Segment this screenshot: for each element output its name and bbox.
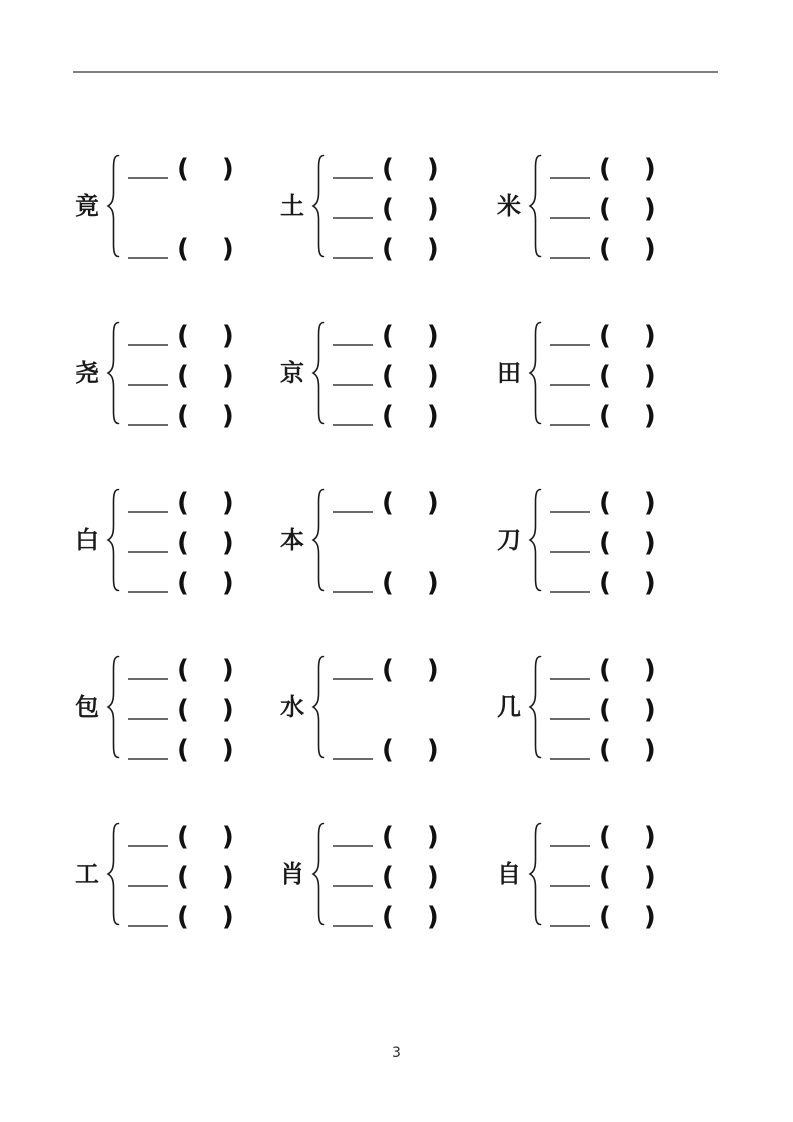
close-paren: ) — [643, 234, 656, 264]
curly-brace-icon — [311, 321, 325, 425]
close-paren: ) — [221, 822, 234, 852]
answer-slot — [333, 816, 439, 852]
word-blank-line — [333, 209, 373, 219]
close-paren: ) — [643, 488, 656, 518]
close-paren: ) — [643, 321, 656, 351]
curly-brace-icon — [528, 488, 542, 592]
answer-slots — [128, 816, 234, 932]
word-blank-line — [550, 837, 590, 847]
open-paren: ( — [177, 735, 189, 765]
answer-slots — [550, 816, 656, 932]
answer-slots — [128, 649, 234, 765]
answer-slot — [128, 395, 234, 431]
word-blank-line — [128, 750, 168, 760]
header-divider-rule — [73, 71, 718, 73]
answer-slot — [333, 649, 439, 685]
word-blank-line — [128, 169, 168, 179]
open-paren: ( — [599, 488, 611, 518]
word-group — [497, 479, 718, 601]
word-group — [497, 646, 718, 768]
close-paren: ) — [643, 401, 656, 431]
close-paren: ) — [426, 234, 439, 264]
close-paren: ) — [643, 735, 656, 765]
answer-slots — [333, 482, 439, 598]
curly-brace-icon — [106, 321, 120, 425]
answer-slots — [550, 482, 656, 598]
answer-slot — [550, 729, 656, 765]
close-paren: ) — [426, 862, 439, 892]
answer-slot — [550, 689, 656, 725]
close-paren: ) — [221, 735, 234, 765]
close-paren: ) — [426, 902, 439, 932]
base-character: 包 — [75, 693, 99, 721]
word-blank-line — [550, 249, 590, 259]
answer-slot — [128, 522, 234, 558]
word-blank-line — [333, 249, 373, 259]
word-blank-line — [550, 917, 590, 927]
answer-slot — [550, 188, 656, 224]
close-paren: ) — [426, 321, 439, 351]
close-paren: ) — [426, 568, 439, 598]
word-blank-line — [550, 710, 590, 720]
word-group — [75, 813, 280, 935]
answer-slots — [333, 649, 439, 765]
word-group — [280, 479, 497, 601]
close-paren: ) — [426, 655, 439, 685]
base-character: 本 — [280, 526, 304, 554]
curly-brace-icon — [106, 655, 120, 759]
answer-slot — [550, 228, 656, 264]
curly-brace-icon — [528, 822, 542, 926]
word-group — [75, 479, 280, 601]
exercise-grid — [75, 145, 718, 980]
word-blank-line — [333, 416, 373, 426]
open-paren: ( — [599, 822, 611, 852]
word-blank-line — [128, 710, 168, 720]
open-paren: ( — [382, 234, 394, 264]
close-paren: ) — [643, 194, 656, 224]
curly-brace-icon — [311, 154, 325, 258]
open-paren: ( — [177, 822, 189, 852]
close-paren: ) — [221, 234, 234, 264]
word-blank-line — [550, 209, 590, 219]
word-group — [280, 312, 497, 434]
close-paren: ) — [426, 488, 439, 518]
open-paren: ( — [382, 568, 394, 598]
open-paren: ( — [599, 655, 611, 685]
close-paren: ) — [221, 528, 234, 558]
open-paren: ( — [177, 695, 189, 725]
close-paren: ) — [426, 361, 439, 391]
word-blank-line — [550, 376, 590, 386]
word-blank-line — [128, 376, 168, 386]
answer-slot — [128, 482, 234, 518]
open-paren: ( — [177, 568, 189, 598]
base-character: 尧 — [75, 359, 99, 387]
open-paren: ( — [382, 321, 394, 351]
close-paren: ) — [643, 568, 656, 598]
word-blank-line — [128, 249, 168, 259]
word-blank-line — [550, 503, 590, 513]
answer-slots — [128, 482, 234, 598]
curly-brace-icon — [311, 655, 325, 759]
open-paren: ( — [382, 735, 394, 765]
answer-slot — [128, 315, 234, 351]
answer-slot — [128, 649, 234, 685]
open-paren: ( — [177, 902, 189, 932]
close-paren: ) — [643, 528, 656, 558]
answer-slot — [333, 562, 439, 598]
open-paren: ( — [382, 194, 394, 224]
page-number: 3 — [392, 1045, 401, 1061]
answer-slot — [128, 896, 234, 932]
close-paren: ) — [221, 321, 234, 351]
answer-slot — [128, 228, 234, 264]
curly-brace-icon — [311, 488, 325, 592]
base-character: 土 — [280, 192, 304, 220]
open-paren: ( — [599, 902, 611, 932]
answer-slots — [333, 315, 439, 431]
answer-slot — [128, 148, 234, 184]
close-paren: ) — [221, 361, 234, 391]
open-paren: ( — [599, 154, 611, 184]
word-group — [497, 145, 718, 267]
close-paren: ) — [221, 401, 234, 431]
open-paren: ( — [177, 361, 189, 391]
answer-slot — [333, 856, 439, 892]
word-group — [75, 312, 280, 434]
word-blank-line — [550, 877, 590, 887]
answer-slot — [128, 856, 234, 892]
word-blank-line — [333, 877, 373, 887]
open-paren: ( — [599, 234, 611, 264]
open-paren: ( — [599, 321, 611, 351]
word-blank-line — [333, 169, 373, 179]
word-group — [75, 646, 280, 768]
open-paren: ( — [382, 401, 394, 431]
base-character: 米 — [497, 192, 521, 220]
word-blank-line — [550, 583, 590, 593]
open-paren: ( — [382, 655, 394, 685]
answer-slots — [550, 315, 656, 431]
answer-slot — [128, 816, 234, 852]
answer-slots — [333, 148, 439, 264]
base-character: 刀 — [497, 526, 521, 554]
word-blank-line — [550, 169, 590, 179]
curly-brace-icon — [106, 488, 120, 592]
base-character: 白 — [75, 526, 99, 554]
close-paren: ) — [643, 862, 656, 892]
curly-brace-icon — [106, 822, 120, 926]
base-character: 京 — [280, 359, 304, 387]
close-paren: ) — [643, 361, 656, 391]
base-character: 田 — [497, 359, 521, 387]
close-paren: ) — [426, 735, 439, 765]
answer-slot — [333, 482, 439, 518]
answer-slot — [550, 148, 656, 184]
answer-slot — [550, 355, 656, 391]
base-character: 竟 — [75, 192, 99, 220]
open-paren: ( — [382, 154, 394, 184]
word-blank-line — [333, 583, 373, 593]
answer-slot — [550, 522, 656, 558]
answer-slot — [333, 188, 439, 224]
open-paren: ( — [382, 361, 394, 391]
answer-slot — [550, 856, 656, 892]
word-blank-line — [333, 503, 373, 513]
word-blank-line — [128, 917, 168, 927]
word-group — [75, 145, 280, 267]
word-blank-line — [550, 416, 590, 426]
base-character: 几 — [497, 693, 521, 721]
word-blank-line — [128, 877, 168, 887]
close-paren: ) — [221, 862, 234, 892]
close-paren: ) — [643, 655, 656, 685]
close-paren: ) — [221, 154, 234, 184]
curly-brace-icon — [528, 321, 542, 425]
word-blank-line — [550, 750, 590, 760]
base-character: 工 — [75, 860, 99, 888]
word-blank-line — [550, 336, 590, 346]
word-blank-line — [333, 837, 373, 847]
word-group — [280, 145, 497, 267]
answer-slots — [333, 816, 439, 932]
answer-slot — [550, 482, 656, 518]
open-paren: ( — [599, 401, 611, 431]
open-paren: ( — [599, 528, 611, 558]
close-paren: ) — [426, 822, 439, 852]
close-paren: ) — [221, 488, 234, 518]
word-blank-line — [128, 583, 168, 593]
close-paren: ) — [643, 902, 656, 932]
answer-slot — [128, 355, 234, 391]
answer-slot — [550, 562, 656, 598]
answer-slot — [550, 649, 656, 685]
answer-slot — [128, 689, 234, 725]
answer-slot — [333, 315, 439, 351]
open-paren: ( — [599, 361, 611, 391]
open-paren: ( — [599, 695, 611, 725]
close-paren: ) — [643, 822, 656, 852]
answer-slot — [550, 896, 656, 932]
base-character: 水 — [280, 693, 304, 721]
word-blank-line — [333, 670, 373, 680]
word-blank-line — [128, 336, 168, 346]
close-paren: ) — [643, 154, 656, 184]
open-paren: ( — [599, 194, 611, 224]
curly-brace-icon — [528, 655, 542, 759]
word-group — [280, 813, 497, 935]
open-paren: ( — [382, 488, 394, 518]
open-paren: ( — [599, 862, 611, 892]
close-paren: ) — [643, 695, 656, 725]
word-blank-line — [333, 917, 373, 927]
open-paren: ( — [382, 862, 394, 892]
answer-slot — [550, 315, 656, 351]
answer-slot — [550, 816, 656, 852]
answer-slot — [333, 228, 439, 264]
answer-slot — [333, 729, 439, 765]
word-blank-line — [128, 670, 168, 680]
close-paren: ) — [221, 695, 234, 725]
close-paren: ) — [426, 154, 439, 184]
curly-brace-icon — [106, 154, 120, 258]
word-blank-line — [333, 750, 373, 760]
answer-slot — [128, 562, 234, 598]
close-paren: ) — [221, 902, 234, 932]
word-blank-line — [550, 543, 590, 553]
open-paren: ( — [177, 321, 189, 351]
answer-slots — [128, 148, 234, 264]
open-paren: ( — [177, 401, 189, 431]
close-paren: ) — [426, 194, 439, 224]
answer-slot — [333, 148, 439, 184]
answer-slots — [550, 649, 656, 765]
open-paren: ( — [177, 234, 189, 264]
word-blank-line — [550, 670, 590, 680]
word-blank-line — [128, 837, 168, 847]
word-blank-line — [333, 376, 373, 386]
open-paren: ( — [382, 902, 394, 932]
word-blank-line — [128, 416, 168, 426]
word-group — [497, 312, 718, 434]
open-paren: ( — [177, 488, 189, 518]
answer-slot — [128, 729, 234, 765]
base-character: 肖 — [280, 860, 304, 888]
answer-slot — [333, 896, 439, 932]
word-group — [280, 646, 497, 768]
open-paren: ( — [177, 655, 189, 685]
curly-brace-icon — [311, 822, 325, 926]
curly-brace-icon — [528, 154, 542, 258]
answer-slot — [333, 395, 439, 431]
open-paren: ( — [599, 735, 611, 765]
open-paren: ( — [177, 154, 189, 184]
answer-slots — [550, 148, 656, 264]
open-paren: ( — [177, 528, 189, 558]
word-blank-line — [128, 503, 168, 513]
word-blank-line — [128, 543, 168, 553]
base-character: 自 — [497, 860, 521, 888]
answer-slots — [128, 315, 234, 431]
answer-slot — [333, 355, 439, 391]
word-group — [497, 813, 718, 935]
word-blank-line — [333, 336, 373, 346]
close-paren: ) — [221, 655, 234, 685]
open-paren: ( — [382, 822, 394, 852]
close-paren: ) — [426, 401, 439, 431]
answer-slot — [550, 395, 656, 431]
open-paren: ( — [599, 568, 611, 598]
close-paren: ) — [221, 568, 234, 598]
open-paren: ( — [177, 862, 189, 892]
